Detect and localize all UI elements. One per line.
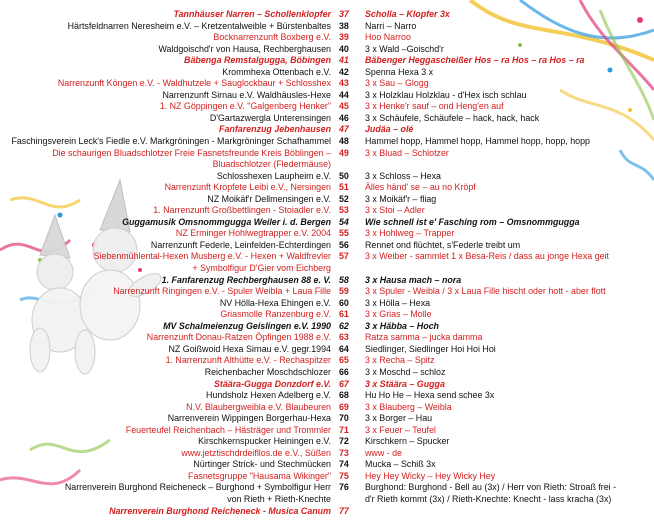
group-name: Narrenverein Burghond Reicheneck – Burghond + Symbolfigur Herr (64, 482, 331, 493)
call-motto: 3 x Bluad – Schlotzer (365, 147, 449, 158)
call-motto: Älles händ' se – au no Kröpf (365, 182, 476, 193)
call-motto: Hey Hey Wicky – Hey Wicky Hey (365, 470, 496, 481)
list-item (0, 171, 654, 183)
group-name: Narrenverein Wippingen Borgerhau-Hexa (167, 413, 331, 424)
list-item (0, 228, 654, 240)
group-name: Narrenzunft Kropfete Leibi e.V., Nersingen (164, 182, 331, 193)
start-number: 43 (339, 78, 349, 89)
start-number: 41 (339, 55, 349, 66)
group-name: Bocknarrenzunft Boxberg e.V. (213, 32, 331, 43)
list-item (0, 194, 654, 206)
call-motto: 3 x Holzklau Holzklau - d'Hex isch schlau (365, 89, 527, 100)
call-motto: 3 x Wald –Goischd'r (365, 43, 444, 54)
call-motto: Rennet ond flüchtet, s'Federle treibt um (365, 239, 521, 250)
list-item (0, 205, 654, 217)
start-number: 52 (339, 193, 349, 204)
call-motto: 3 x Sau – Glogg (365, 78, 429, 89)
group-name: MV Schalmeienzug Geislingen e.V. 1990 (163, 320, 331, 331)
list-item (0, 251, 654, 263)
call-motto: Judäa – olé (365, 124, 414, 135)
start-number: 44 (339, 89, 349, 100)
list-item (0, 506, 654, 518)
start-number: 61 (339, 309, 349, 320)
group-name: Hundsholz Hexen Adelberg e.V. (206, 390, 331, 401)
call-motto: 3 x Blauberg – Weibla (365, 401, 452, 412)
start-number: 51 (339, 182, 349, 193)
list-item (0, 90, 654, 102)
start-number: 59 (339, 286, 349, 297)
list-item (0, 67, 654, 79)
list-item (0, 344, 654, 356)
call-motto: 3 x Henke'r sauf – ond Heng'en auf (365, 101, 504, 112)
group-name: Bluadschlotzer (Fledermäuse) (212, 159, 331, 170)
group-name: Reichenbacher Moschdschlozer (204, 366, 331, 377)
call-motto: 3 x Grias – Molle (365, 309, 432, 320)
group-name: Narrenzunft Federle, Leinfelden-Echterdingen (150, 239, 331, 250)
call-motto: 3 x Feuer – Teufel (365, 424, 436, 435)
call-motto: Burghond: Burghond - Bell au (3x) / Herr von Rieth: Stroaß frei - (365, 482, 617, 493)
group-name: Kirschkernspucker Heiningen e.V. (198, 436, 331, 447)
call-motto: Scholla – Klopfer 3x (365, 9, 450, 19)
call-motto: 3 x Spuler - Weibla / 3 x Laua Fille hischt oder hott - aber flott (365, 286, 606, 297)
group-name: Siebenmühlental-Hexen Musberg e.V. - Hexen + Waldfrevler (93, 251, 331, 262)
group-name: Fanfarenzug Jebenhausen (219, 124, 331, 135)
group-name: 1. NZ Göppingen e.V. "Galgenberg Henker" (159, 101, 331, 112)
start-number: 64 (339, 343, 349, 354)
group-name: 1. Narrenzunft Althütte e.V. - Rechaspitzer (165, 355, 331, 366)
group-name: NV Hölla-Hexa Ehingen e.V. (219, 297, 331, 308)
group-name: D'Gartazwergla Unterensingen (209, 112, 331, 123)
group-name: Fasnetsgruppe "Hausama Wikinger" (188, 470, 331, 481)
list-item (0, 309, 654, 321)
start-number: 54 (339, 216, 349, 227)
call-motto: Kirschkern – Spucker (365, 436, 450, 447)
group-name: Faschingsverein Leck's Fiedle e.V. Markgröningen - Markgröninger Schafhammel (11, 136, 331, 147)
list-item (0, 286, 654, 298)
list-item (0, 124, 654, 136)
list-item (0, 355, 654, 367)
call-motto: 3 x Moschd – schloz (365, 366, 446, 377)
group-name: NZ Goißwoid Hexa Sirnau e.V. gegr.1994 (168, 343, 331, 354)
call-motto: Siedlinger, Siedlinger Hoi Hoi Hoi (365, 343, 496, 354)
group-name: von Rieth + Rieth-Knechte (227, 493, 331, 504)
list-item (0, 32, 654, 44)
group-name: Narrenzunft Donau-Ratzen Öpfingen 1988 e.V. (146, 332, 331, 343)
list-item (0, 471, 654, 483)
list-item (0, 413, 654, 425)
list-item (0, 321, 654, 333)
group-name: Nürtinger Strick- und Stechmücken (193, 459, 331, 470)
start-number: 40 (339, 43, 349, 54)
list-item (0, 78, 654, 90)
list-item (0, 275, 654, 287)
list-item (0, 459, 654, 471)
call-motto: 3 x Borger – Hau (365, 413, 433, 424)
start-number: 46 (339, 112, 349, 123)
list-item (0, 482, 654, 494)
start-number: 45 (339, 101, 349, 112)
call-motto: Ratza samma – jucka damma (365, 332, 483, 343)
group-name: Feuerteufel Reichenbach – Hästräger und Trommler (125, 424, 331, 435)
start-number: 39 (339, 32, 349, 43)
start-number: 77 (339, 505, 349, 516)
call-motto: Mucka – Schiß 3x (365, 459, 436, 470)
start-number: 73 (339, 447, 349, 458)
start-number: 62 (339, 320, 349, 331)
start-number: 75 (339, 470, 349, 481)
call-motto: Wie schnell ist e' Fasching rom – Omsnommgugga (365, 216, 580, 227)
start-number: 63 (339, 332, 349, 343)
start-number: 38 (339, 20, 349, 31)
group-name: Waldgoischd'r von Hausa, Rechberghausen (158, 43, 331, 54)
group-name: NZ Erminger Hohlwegtrapper e.V. 2004 (175, 228, 331, 239)
group-name: 1. Narrenzunft Großbettlingen - Stoiadler e.V. (153, 205, 331, 216)
call-motto: 3 x Recha – Spitz (365, 355, 435, 366)
list-item (0, 448, 654, 460)
start-number: 71 (339, 424, 349, 435)
list-item (0, 332, 654, 344)
list-item (0, 136, 654, 148)
call-motto: Hoo Narroo (365, 32, 411, 43)
call-motto: 3 x Stoi – Adler (365, 205, 425, 216)
list-item (0, 113, 654, 125)
group-name: N.V. Blaubergweibla e.V. Blaubeuren (186, 401, 331, 412)
group-name: Griasmolle Ranzenburg e.V. (220, 309, 331, 320)
group-name: Narrenzunft Köngen e.V. - Waldhutzele + Sauglockbaur + Schlosshex (57, 78, 331, 89)
group-name: Schlosshexen Laupheim e.V. (216, 170, 331, 181)
start-number: 42 (339, 66, 349, 77)
group-name: www.jetztischdrdeifllos.de e.V., Süßen (181, 447, 331, 458)
start-number: 66 (339, 366, 349, 377)
start-number: 55 (339, 228, 349, 239)
group-name: NZ Moikäf'r Dellmensingen e.V. (207, 193, 331, 204)
list-item (0, 21, 654, 33)
start-number: 37 (339, 9, 349, 19)
group-name: Guggamusik Omsnommgugga Weiler i. d. Bergen (122, 216, 331, 227)
start-number: 68 (339, 390, 349, 401)
list-item (0, 44, 654, 56)
group-name: Bäbenga Remstalgugga, Böbingen (184, 55, 331, 66)
call-motto: 3 x Weiber - sammlet 1 x Besa-Reis / dass au jonge Hexa geit (365, 251, 610, 262)
call-motto: 3 x Hohlweg – Trapper (365, 228, 455, 239)
call-motto: Narri – Narro (365, 20, 417, 31)
call-motto: Bäbenger Heggascheißer Hos – ra Hos – ra Hos – ra (365, 55, 585, 66)
list-item (0, 55, 654, 67)
start-number: 53 (339, 205, 349, 216)
list-item (0, 9, 654, 21)
participant-list (0, 9, 654, 517)
start-number: 69 (339, 401, 349, 412)
group-name: Härtsfeldnarren Neresheim e.V. – Kretzentalweible + Bürstenbaltes (67, 20, 331, 31)
start-number: 72 (339, 436, 349, 447)
list-item (0, 298, 654, 310)
start-number: 48 (339, 136, 349, 147)
list-item (0, 390, 654, 402)
start-number: 49 (339, 147, 349, 158)
start-number: 74 (339, 459, 349, 470)
call-motto: Hu Ho He – Hexa send schee 3x (365, 390, 495, 401)
call-motto: www - de (365, 447, 402, 458)
list-item (0, 367, 654, 379)
start-number: 58 (339, 274, 349, 285)
start-number: 50 (339, 170, 349, 181)
call-motto: 3 x Schloss – Hexa (365, 170, 441, 181)
list-item (0, 379, 654, 391)
list-item (0, 436, 654, 448)
list-item (0, 182, 654, 194)
call-motto: Spenna Hexa 3 x (365, 66, 434, 77)
call-motto: 3 x Hausa mach – nora (365, 274, 462, 285)
list-item-continuation (0, 159, 654, 171)
start-number: 67 (339, 378, 349, 389)
list-item (0, 148, 654, 160)
group-name: Narrenzunft Ringingen e.V. - Spuler Weibla + Laua Fille (113, 286, 331, 297)
group-name: Krommhexa Ottenbach e.V. (222, 66, 331, 77)
call-motto: d'r Rieth kommt (3x) / Rieth-Knechte: Knecht - lass kracha (3x) (365, 493, 612, 504)
start-number: 60 (339, 297, 349, 308)
call-motto: 3 x Moikäf'r – fliag (365, 193, 437, 204)
start-number: 56 (339, 239, 349, 250)
group-name: + Symbolfigur D'Gier vom Eichberg (192, 263, 331, 274)
start-number: 76 (339, 482, 349, 493)
call-motto: 3 x Hölla – Hexa (365, 297, 431, 308)
list-item-continuation (0, 494, 654, 506)
group-name: Stäära-Gugga Donzdorf e.V. (213, 378, 331, 389)
list-item (0, 240, 654, 252)
group-name: 1. Fanfarenzug Rechberghausen 88 e. V. (161, 274, 331, 285)
group-name: Narrenverein Burghond Reicheneck - Musica Canum (109, 505, 331, 516)
call-motto: 3 x Stäära – Gugga (365, 378, 445, 389)
start-number: 65 (339, 355, 349, 366)
group-name: Narrenzunft Sirnau e.V. Waldhäusles-Hexe (162, 89, 331, 100)
group-name: Tannhäuser Narren – Schollenklopfer (173, 9, 331, 19)
start-number: 47 (339, 124, 349, 135)
group-name: Die schaurigen Bluadschlotzer Freie Fasnetsfreunde Kreis Böblingen – (52, 147, 331, 158)
list-item (0, 101, 654, 113)
list-item (0, 425, 654, 437)
call-motto: 3 x Schäufele, Schäufele – hack, hack, hack (365, 112, 540, 123)
list-item (0, 402, 654, 414)
list-item (0, 217, 654, 229)
start-number: 70 (339, 413, 349, 424)
start-number: 57 (339, 251, 349, 262)
list-item-continuation (0, 263, 654, 275)
call-motto: 3 x Häbba – Hoch (365, 320, 439, 331)
call-motto: Hammel hopp, Hammel hopp, Hammel hopp, hopp, hopp (365, 136, 590, 147)
